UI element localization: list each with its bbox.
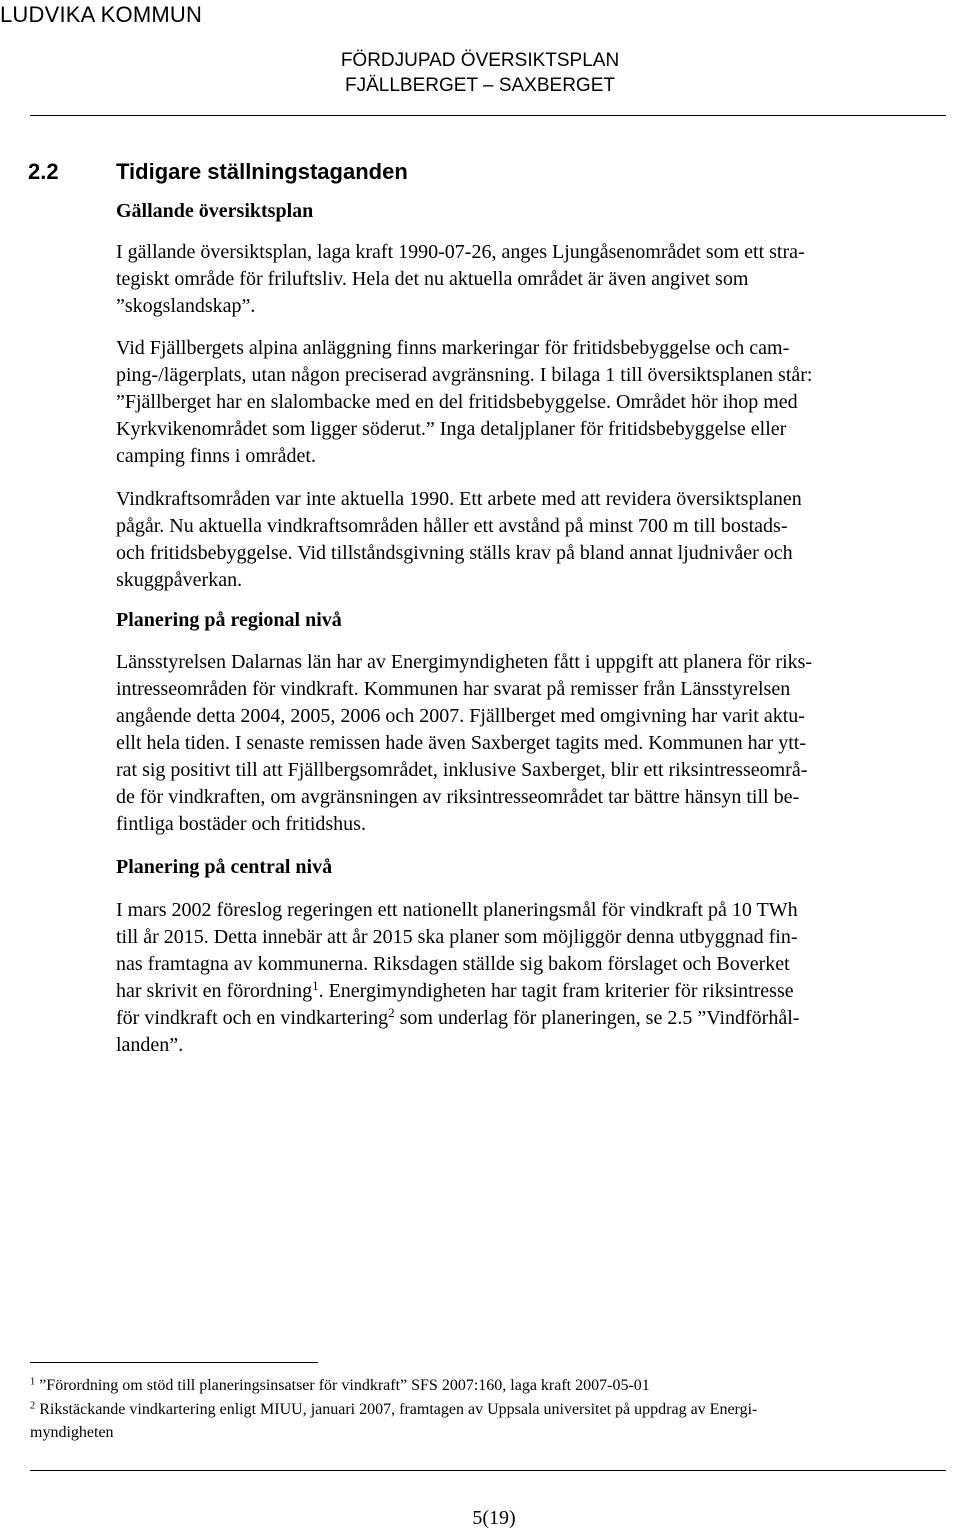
organization-name: LUDVIKA KOMMUN <box>0 2 203 27</box>
text-line: angående detta 2004, 2005, 2006 och 2007. Fjällberget med omgivning har varit aktu- <box>116 705 805 727</box>
text-line: ping-/lägerplats, utan någon preciserad avgränsning. I bilaga 1 till översiktsplanen står: <box>116 364 813 386</box>
paragraph-gallande-3 <box>116 486 946 594</box>
text-line <box>116 1005 946 1032</box>
document-type: FÖRDJUPAD ÖVERSIKTSPLAN <box>340 50 620 71</box>
text-line: ellt hela tiden. I senaste remissen hade även Saxberget tagits med. Kommunen har ytt- <box>116 732 806 754</box>
text-segment: för vindkraft och en vindkartering <box>116 1007 389 1029</box>
text-line: pågår. Nu aktuella vindkraftsområden håller ett avstånd på minst 700 m till bostads- <box>116 515 788 537</box>
text-line <box>116 978 946 1005</box>
text-line: I mars 2002 föreslog regeringen ett nationellt planeringsmål för vindkraft på 10 TWh <box>116 899 798 921</box>
subheading-regional: Planering på regional nivå <box>116 609 342 631</box>
footnote-ref-1[interactable]: 1 <box>312 977 319 993</box>
text-line: de för vindkraften, om avgränsningen av riksintresseområdet tar bättre hänsyn till be- <box>116 786 800 808</box>
text-line: nas framtagna av kommunerna. Riksdagen ställde sig bakom förslaget och Boverket <box>116 953 790 975</box>
text-line: och fritidsbebyggelse. Vid tillståndsgivning ställs krav på bland annat ljudnivåer och <box>116 542 793 564</box>
footnote-ref-2[interactable]: 2 <box>388 1004 395 1020</box>
text-line: landen”. <box>116 1034 184 1056</box>
subheading-gallande-oversiktsplan: Gällande översiktsplan <box>116 200 314 222</box>
text-line: ”skogslandskap”. <box>116 295 256 317</box>
text-segment: har skrivit en förordning <box>116 980 313 1002</box>
text-segment: som underlag för planeringen, se 2.5 ”Vindförhål- <box>394 1007 800 1029</box>
footnote-line <box>30 1374 946 1397</box>
footnote-mark-2: 2 <box>30 1400 36 1412</box>
page-number: 5(19) <box>472 1507 516 1529</box>
footer-rule <box>30 1470 946 1471</box>
section-title: Tidigare ställningstaganden <box>116 159 408 184</box>
footnote-line <box>30 1398 946 1421</box>
paragraph-gallande-1 <box>116 239 946 320</box>
text-line: till år 2015. Detta innebär att år 2015 ska planer som möjliggör denna utbyggnad fin- <box>116 926 798 948</box>
paragraph-central <box>116 897 946 1059</box>
text-line: rat sig positivt till att Fjällbergsområdet, inklusive Saxberget, blir ett riksintresseområ- <box>116 759 808 781</box>
paragraph-regional <box>116 649 946 838</box>
text-line: tegiskt område för friluftsliv. Hela det nu aktuella området är även angivet som <box>116 268 749 290</box>
footnote-text: Rikstäckande vindkartering enligt MIUU, januari 2007, framtagen av Uppsala universitet på uppdrag av Energi- <box>35 1401 758 1418</box>
text-line: camping finns i området. <box>116 445 316 467</box>
text-line: Vid Fjällbergets alpina anläggning finns markeringar för fritidsbebyggelse och cam- <box>116 337 790 359</box>
text-line: skuggpåverkan. <box>116 569 243 591</box>
footnote-line: myndigheten <box>30 1424 114 1441</box>
text-line: ”Fjällberget har en slalombacke med en del fritidsbebyggelse. Området hör ihop med <box>116 391 798 413</box>
paragraph-gallande-2 <box>116 335 946 470</box>
text-line: intresseområden för vindkraft. Kommunen har svarat på remisser från Länsstyrelsen <box>116 678 791 700</box>
text-line: Kyrkvikenområdet som ligger söderut.” Inga detaljplaner för fritidsbebyggelse eller <box>116 418 787 440</box>
text-line: I gällande översiktsplan, laga kraft 1990-07-26, anges Ljungåsenområdet som ett stra- <box>116 241 805 263</box>
document-area: FJÄLLBERGET – SAXBERGET <box>345 75 615 96</box>
header-rule <box>30 115 946 116</box>
section-number: 2.2 <box>28 159 59 184</box>
text-line: Vindkraftsområden var inte aktuella 1990. Ett arbete med att revidera översiktsplanen <box>116 488 802 510</box>
text-segment: . Energimyndigheten har tagit fram kriterier för riksintresse <box>318 980 794 1002</box>
footnote-rule <box>30 1362 318 1363</box>
footnote-text: ”Förordning om stöd till planeringsinsatser för vindkraft” SFS 2007:160, laga kraft 2007-05-01 <box>35 1377 650 1394</box>
text-line: Länsstyrelsen Dalarnas län har av Energimyndigheten fått i uppgift att planera för riks- <box>116 651 813 673</box>
text-line: fintliga bostäder och fritidshus. <box>116 813 366 835</box>
subheading-central: Planering på central nivå <box>116 856 333 878</box>
footnote-2 <box>30 1398 946 1444</box>
footnote-mark-1: 1 <box>30 1376 36 1388</box>
footnote-1 <box>30 1374 946 1397</box>
